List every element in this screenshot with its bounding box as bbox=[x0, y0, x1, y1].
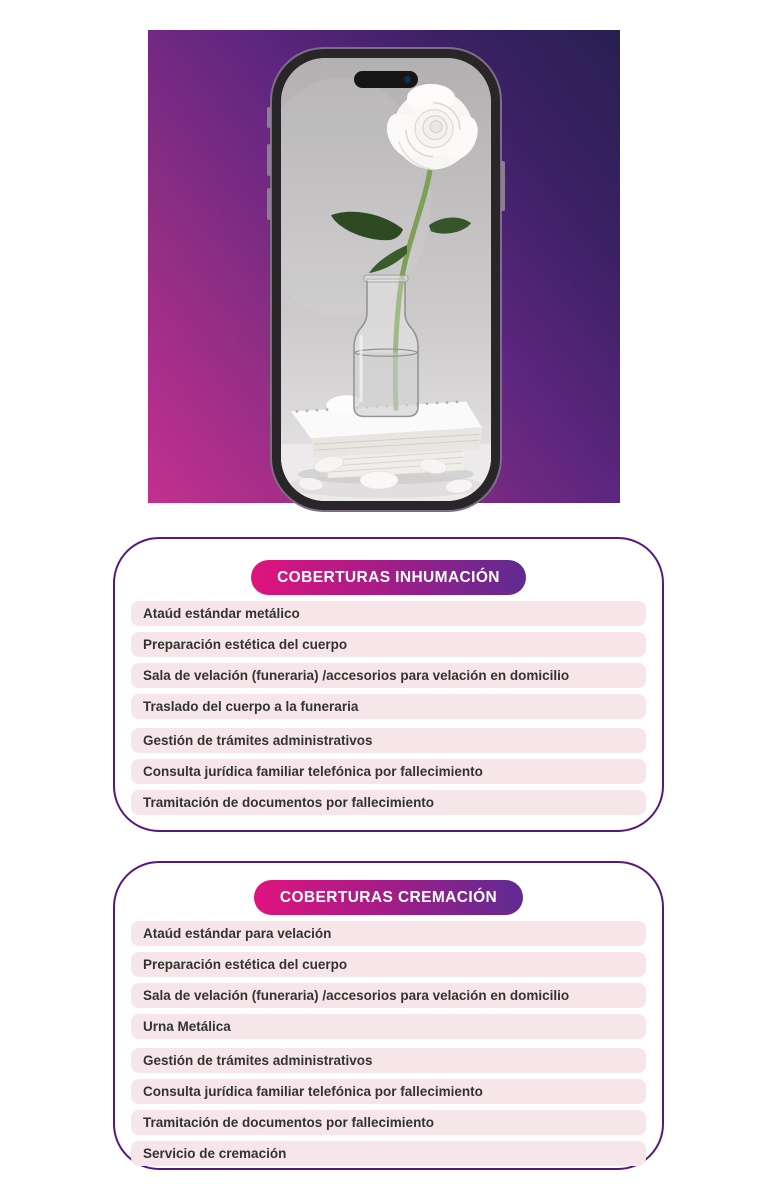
coverage-item: Traslado del cuerpo a la funeraria bbox=[131, 694, 646, 719]
coverage-item: Sala de velación (funeraria) /accesorios para velación en domicilio bbox=[131, 983, 646, 1008]
card-coberturas-inhumacion bbox=[113, 537, 664, 832]
coverage-item: Servicio de cremación bbox=[131, 1141, 646, 1166]
white-rose-photo bbox=[281, 58, 491, 501]
card-title: COBERTURAS INHUMACIÓN bbox=[277, 568, 500, 586]
phone-mockup bbox=[270, 47, 502, 512]
coverage-item: Tramitación de documentos por fallecimiento bbox=[131, 1110, 646, 1135]
coverage-item: Tramitación de documentos por fallecimiento bbox=[131, 790, 646, 815]
coverage-item: Preparación estética del cuerpo bbox=[131, 952, 646, 977]
phone-mute-switch bbox=[267, 107, 271, 128]
coverage-item: Sala de velación (funeraria) /accesorios para velación en domicilio bbox=[131, 663, 646, 688]
phone-volume-down-button bbox=[267, 188, 271, 220]
coverage-item: Gestión de trámites administrativos bbox=[131, 728, 646, 753]
coverage-item: Preparación estética del cuerpo bbox=[131, 632, 646, 657]
coverage-item: Gestión de trámites administrativos bbox=[131, 1048, 646, 1073]
coverage-item: Consulta jurídica familiar telefónica por fallecimiento bbox=[131, 1079, 646, 1104]
coverage-item: Urna Metálica bbox=[131, 1014, 646, 1039]
phone-power-button bbox=[501, 161, 505, 211]
coverage-list bbox=[115, 921, 662, 1166]
hero-gradient-banner bbox=[148, 30, 620, 503]
phone-dynamic-island bbox=[354, 71, 418, 88]
coverage-item: Ataúd estándar para velación bbox=[131, 921, 646, 946]
phone-screen bbox=[281, 58, 491, 501]
card-coberturas-cremacion bbox=[113, 861, 664, 1170]
card-title: COBERTURAS CREMACIÓN bbox=[279, 888, 498, 906]
phone-front-camera-icon bbox=[404, 76, 411, 83]
phone-volume-up-button bbox=[267, 144, 271, 176]
coverage-list bbox=[115, 601, 662, 815]
coverage-item: Consulta jurídica familiar telefónica por fallecimiento bbox=[131, 759, 646, 784]
card-title-badge bbox=[254, 880, 523, 915]
card-title-badge bbox=[251, 560, 526, 595]
coverage-item: Ataúd estándar metálico bbox=[131, 601, 646, 626]
